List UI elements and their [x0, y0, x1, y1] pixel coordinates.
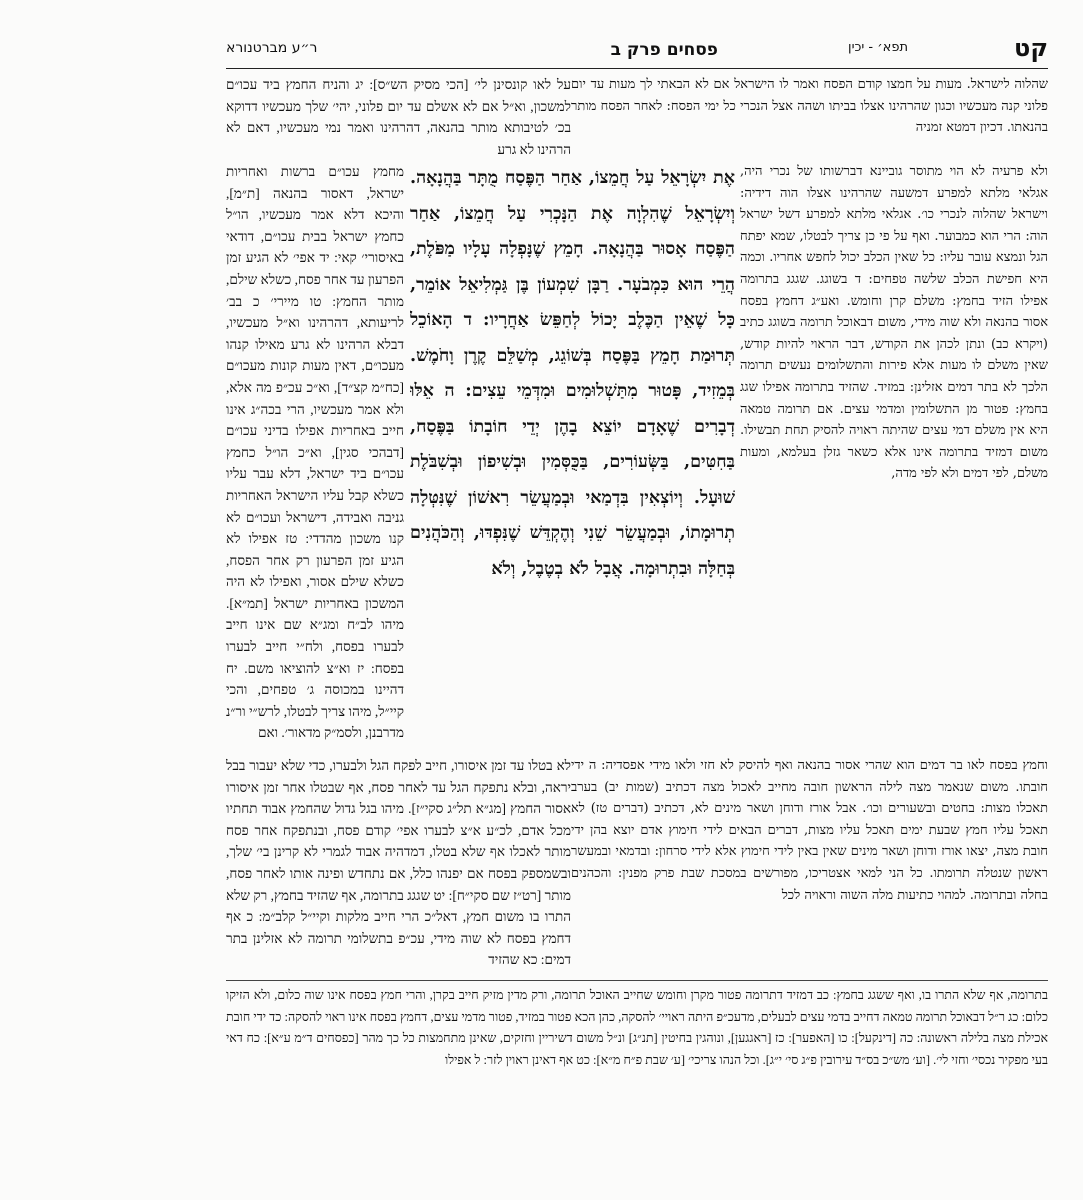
notes-bottom-left: לא בטלו עד זמן איסורו, חייב לפקח הגל ולבערו, כדי שלא יעבור בבל יראה, ובלא נתפקח הגל עד לאחר פסח, אף שבטלו אחר זמן איסורו אסור החמץ [מג״א תל״ג סקי״ז]. מיהו בגל גדול שהחמץ אבוד תחתיו מכל אדם, לכ״ע א״צ לבערו אפי׳ קודם פסח, ובנתפקח אחר פסח מותר לאכלו אף שלא בטלו, דמדהיה אבוד לגמרי לא קרינן בי׳ שלך, ובשמספק בפסח אם יפנהו כלל, אם נתחדש ופינה אותו לאחר פסח, מותר [רט״ז שם סקי״ח]: יט שגגג בתרומה, אף שהזיד בחמץ, רק שלא התרו בו משום חמץ, דאל״כ הרי חייב מלקות וקיי״ל קלב״מ: כ אף דחמץ בפסח לא שוה מידי, עכ״פ בתשלומי תרומה לא אזלינן בתר דמים: כא שהזיד: [226, 758, 571, 968]
page-range-label: תפא׳ - יכין: [848, 40, 908, 55]
page-header: [226, 34, 1048, 69]
footnotes: בתרומה, אף שלא התרו בו, ואף ששגג בחמץ: כב דמזיד דתרומה פטור מקרן וחומש שחייב האוכל תרומה, ורק מדין מזיק חייב בקרן, והרי חמץ בפסח אינו שוה כלום, ולא הזיקו כלום: כג ר״ל דבאוכל תרומה טמאה דחייב בדמי עצים לבעלים, מדעכ״פ היתה ראויי׳ להסקה, כהן הכא פטור במזיד, פטור מדמי עצים, דחמץ בפסח אינו ראוי להסקה: כד ידי חובת אכילת מצה בלילה ראשונה: כה [דינקעל]: כו [האפער]: כז [ראגגען], ונוהגין בחיטין [תנ״ג] ונ״ל משום דשיריין וחזקים, שאינן מתחמצות כל כך מהר [כפסחים ד״מ ע״א]: כח דאי בעי מפקיר נכסי׳ וחזי לי׳. [וע׳ מש״כ בס״ד עירובין פ״ג סי׳ י״ג]. וכל הנהו צריכי׳ [ע׳ שבת פ״ח מ״א]: כט אף דאינן ראוין לזר: ל אפילו: [226, 988, 1048, 1067]
mishna-main-text: אֶת יִשְׂרָאֵל עַל חֲמֵצוֹ, אַחַר הַפֶּסַח מֻתָּר בַּהֲנָאָה. וְיִשְׂרָאֵל שֶׁהִלְוָה אֶת הַנָּכְרִי עַל חֲמֵצוֹ, אַחַר הַפֶּסַח אָסוּר בַּהֲנָאָה. חָמֵץ שֶׁנָּפְלָה עָלָיו מַפֹּלֶת, הֲרֵי הוּא כִּמְבֹעָר. רַבָּן שִׁמְעוֹן בֶּן גַּמְלִיאֵל אוֹמֵר, כָּל שֶׁאֵין הַכֶּלֶב יָכוֹל לְחַפֵּשׂ אַחֲרָיו: ד הָאוֹכֵל תְּרוּמַת חָמֵץ בַּפֶּסַח בְּשׁוֹגֵג, מְשַׁלֵּם קֶרֶן וָחֹמֶשׁ. בְּמֵזִיד, פָּטוּר מִתַּשְׁלוּמִים וּמִדְּמֵי עֵצִים: ה אֵלּוּ דְבָרִים שֶׁאָדָם יוֹצֵא בָהֶן יְדֵי חוֹבָתוֹ בַּפֶּסַח, בַּחִטִּים, בַּשְּׂעוֹרִים, בַּכֻּסְּמִין וּבְשִׁיפוֹן וּבְשִׁבֹּלֶת שׁוּעָל. וְיוֹצְאִין בִּדְמַאי וּבְמַעֲשֵׂר רִאשׁוֹן שֶׁנִּטְּלָה תְרוּמָתוֹ, וּבְמַעֲשֵׂר שֵׁנִי וְהֶקְדֵּשׁ שֶׁנִּפְדּוּ, וְהַכֹּהֲנִים בְּחַלָּה וּבִתְרוּמָה. אֲבָל לֹא בְטֶבֶל, וְלֹא: [410, 168, 735, 579]
commentary-bottom-right: וחמץ בפסח לאו בר דמים הוא שהרי אסור בהנאה ואף להיסק לא חזי ולאו מידי אפסדיה: ה ידי חובתו. משום שנאמר מצה לילה הראשון חובה מחייב לאכול מצה דכתיב (שמות יב) בערב תאכלו מצות: בחטים ובשעורים וכו׳. אבל אורז ודוחן ושאר מינים לא, דכתיב (דברים טז) לא תאכל עליו חמץ שבעת ימים תאכל עליו מצות, דברים הבאים לידי חימוץ אדם יוצא בהן ידי חובת מצה, יצאו אורז ודוחן ושאר מינים שאין באין לידי חימוץ אלא לידי סרחון: ובדמאי ובמעשר ראשון שנטלה תרומתו. כל הני למאי אצטריכו, מפורשים במסכת שבת פרק מפנין: והכהנים בחלה ובתרומה. למהוי כתיעות מלה השוה וראויה לכל: [571, 758, 1048, 903]
commentary-right-column: ולא פרעיה לא הוי מתוסר גוביינא דברשותו של נכרי היה, אגלאי מלתא למפרע דמשעה שהרהינו אצלו הוה דידיה: וישראל שהלוה לנכרי כו׳. אגלאי מלתא למפרע דשל ישראל הוה: הרי הוא כמבוער. ואף על פי כן צריך לבטלו, שמא יפתח הגל ונמצא עובר עליו: כל שאין הכלב יכול לחפש אחריו. וכמה היא חפישת הכלב שלשה טפחים: ד בשוגג. שגגג בתרומה אפילו הזיד בחמץ: משלם קרן וחומש. ואע״ג דחמץ בפסח אסור בהנאה ולא שוה מידי, משום דבאוכל תרומה בשוגג כתיב (ויקרא כב) ונתן לכהן את הקודש, דבר הראוי להיות קודש, שאין משלם לו מעות אלא פירות והתשלומים נעשים תרומה הלכך לא בתר דמים אזלינן: במזיד. שהזיד בתרומה אפילו שגג בחמץ: פטור מן התשלומין ומדמי עצים. אם תרומה טמאה היא אין משלם דמי עצים שהיתה ראויה להסיק תחת תבשילו. משום דמזיד בתרומה אינו אלא כשאר גזלן בעלמא, ומעות משלם, לפי דמים ולא לפי מדה,: [740, 164, 1048, 482]
notes-top-left: על לאו קונסינן לי׳ [הכי מסיק הש״ס]: יג והניח החמץ ביד עכו״ם למשכון, וא״ל אם לא אשלם עד יום פלוני, יהי׳ שלך מעכשיו דדוקא בכ׳ לטיבותא מותר בהנאה, דהרהינו ואמר נמי מעכשיו, דאם לא הרהינו לא גרע: [226, 77, 571, 157]
notes-left-column: מחמץ עכו״ם ברשות ואחריות ישראל, דאסור בהנאה [ת״מ], והיכא דלא אמר מעכשיו, הו״ל כחמץ ישראל בבית עכו״ם, דודאי באיסורי׳ קאי: יד אפי׳ לא הגיע זמן הפרעון עד אחר פסח, כשלא שילם, מותר החמץ: טו מיירי׳ כ בב׳ לריעותא, דהרהינו וא״ל מעכשיו, דבלא הרהינו לא גרע מאילו קנהו מעכו״ם, דאין מעות קונות מעכו״ם [כח״מ קצ״ד], וא״כ עכ״פ מה אלא, ולא אמר מעכשיו, הרי בכה״ג אינו חייב באחריות אפילו בדיני עכו״ם [דבהכי סגין], וא״כ הו״ל כחמץ עכו״ם ביד ישראל, דלא עבר עליו כשלא קבל עליו הישראל האחריות גניבה ואבידה, דישראל ועכו״ם לא קנו משכון מהדדי: טז אפילו לא הגיע זמן הפרעון רק אחר הפסח, כשלא שילם אסור, ואפילו לא היה המשכון באחריות ישראל [תמ״א]. מיהו לב״ח ומג״א שם אינו חייב לבערו בפסח, ולח״י חייב לבערו בפסח: יז וא״צ להוציאו משם. יח דהיינו במכוסה ג׳ טפחים, והכי קיי״ל, מיהו צריך לבטלו, לרש״י ור״נ מדרבנן, ולסמ״ק מדאור׳. ואם: [226, 164, 404, 741]
chapter-title: פסחים פרק ב: [610, 40, 718, 60]
commentary-top-right: שהלוה לישראל. מעות על חמצו קודם הפסח ואמר לו הישראל אם לא הבאתי לך מעות עד יום פלוני קנה מעכשיו וכגון שהרהינו אצלו בביתו ושהה אצל הנכרי כל ימי הפסח: לאחר הפסח מותר בהנאתו. דכיון דמטא זמניה: [571, 77, 1048, 136]
footnote-divider: [226, 980, 1048, 981]
commentator-title: ר״ע מברטנורא: [226, 40, 318, 56]
page-number: קט: [1014, 34, 1048, 62]
